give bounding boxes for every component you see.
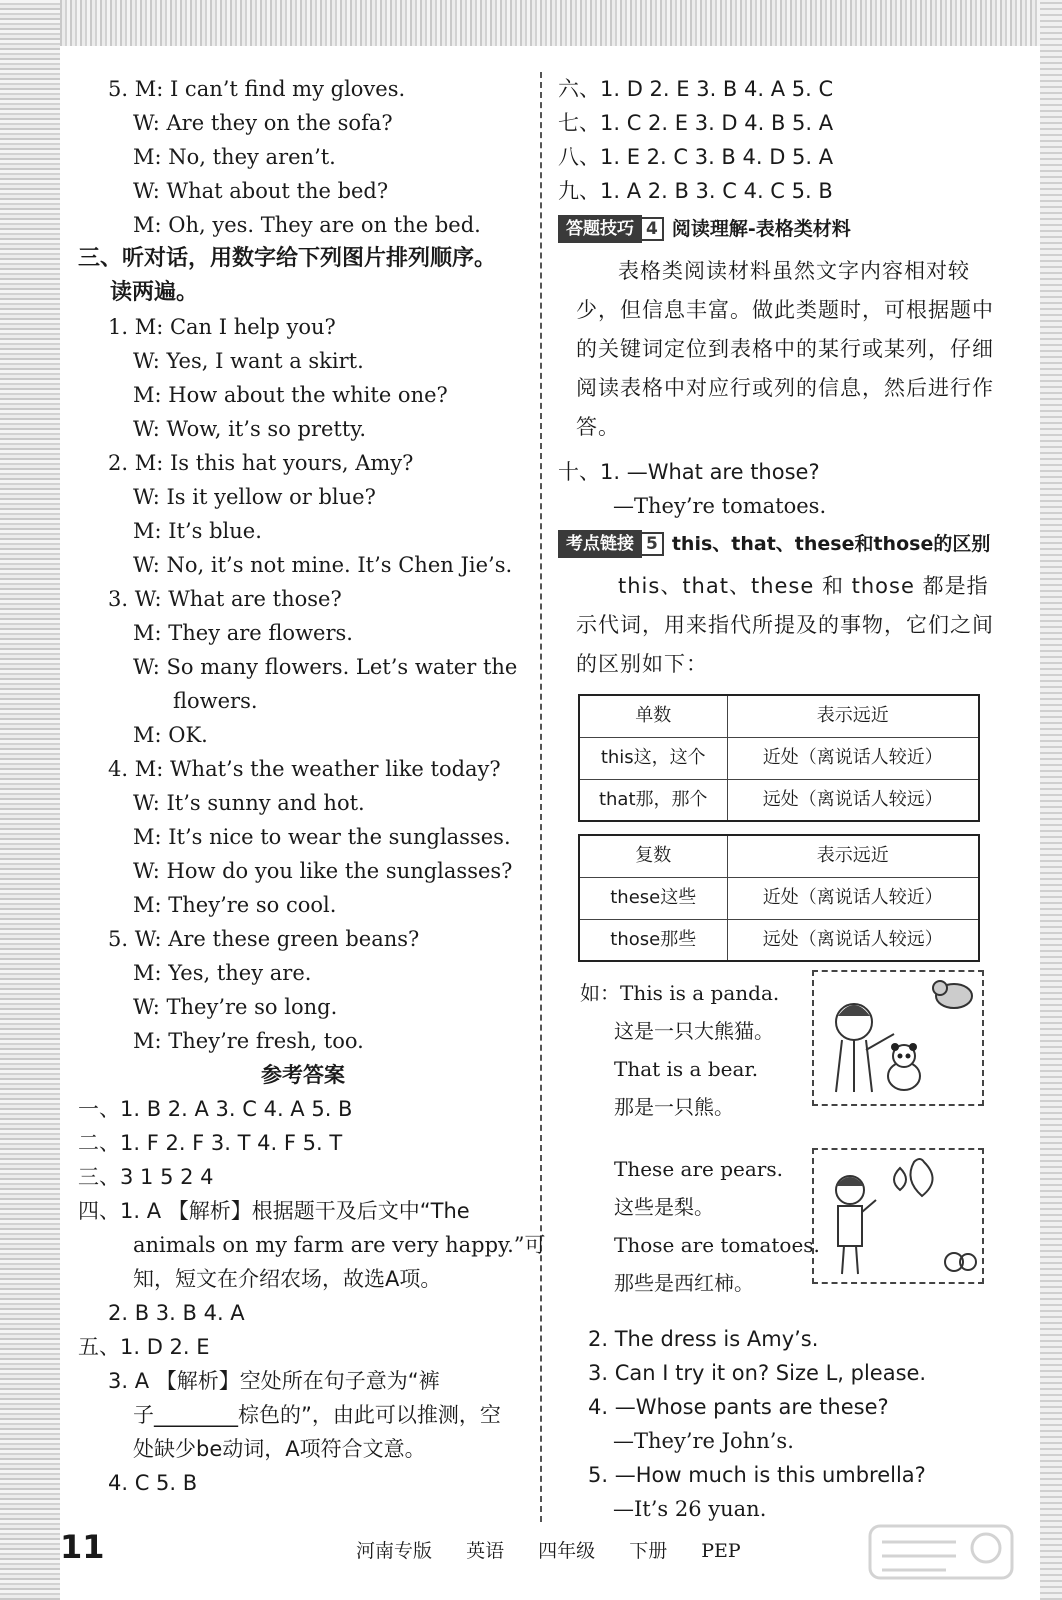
answer-line: 九、1. A 2. B 3. C 4. C 5. B: [558, 179, 833, 203]
example-panda: [558, 974, 998, 1150]
answer-line: 2. B 3. B 4. A: [108, 1301, 245, 1325]
example-line: 这些是梨。: [614, 1195, 714, 1219]
dialog-line: flowers.: [173, 689, 258, 713]
answer-line: —They’re John’s.: [613, 1429, 794, 1453]
table-header: 表示远近: [727, 695, 979, 737]
column-divider: [540, 72, 542, 1522]
answer-line: 知，短文在介绍农场，故选A项。: [133, 1267, 442, 1291]
dialog-line: W: So many flowers. Let’s water the: [133, 655, 518, 679]
dialog-line: M: No, they aren’t.: [133, 145, 336, 169]
table-cell: 近处（离说话人较近）: [727, 737, 979, 779]
table-row: [579, 877, 979, 919]
dialog-line: W: What about the bed?: [133, 179, 389, 203]
link-number: 5: [640, 532, 664, 556]
link-header: [558, 527, 998, 561]
answer-line: 处缺少be动词，A项符合文意。: [133, 1437, 426, 1461]
table-row: [579, 695, 979, 737]
example-line: 那些是西红柿。: [614, 1271, 754, 1295]
singular-table: [578, 694, 980, 822]
footer-subject: 英语: [466, 1540, 505, 1562]
dialog-line: M: They’re fresh, too.: [133, 1029, 364, 1053]
dialog-line: M: They are flowers.: [133, 621, 353, 645]
dialog-line: M: OK.: [133, 723, 208, 747]
dialog-line: 2. M: Is this hat yours, Amy?: [108, 451, 414, 475]
answer-line: 4. C 5. B: [108, 1471, 198, 1495]
table-cell: 近处（离说话人较近）: [727, 877, 979, 919]
answer-line: 四、1. A 【解析】根据题干及后文中“The: [78, 1199, 470, 1223]
dialog-line: W: It’s sunny and hot.: [133, 791, 365, 815]
table-row: [579, 779, 979, 821]
example-label: 如：: [580, 981, 620, 1005]
right-column: [558, 72, 998, 1526]
table-header: 单数: [579, 695, 727, 737]
decorative-frame-left: [0, 0, 60, 1600]
page-footer: [60, 1528, 1020, 1568]
answers-title: 参考答案: [261, 1063, 345, 1087]
answer-line: —They’re tomatoes.: [613, 494, 827, 518]
example-line: 那是一只熊。: [614, 1095, 734, 1119]
decorative-frame-top: [0, 0, 1062, 46]
dialog-line: W: Are they on the sofa?: [133, 111, 393, 135]
answer-line: 八、1. E 2. C 3. B 4. D 5. A: [558, 145, 834, 169]
answer-line: 六、1. D 2. E 3. B 4. A 5. C: [558, 77, 834, 101]
link-title: this、that、these和those的区别: [671, 533, 991, 555]
answer-line: 三、3 1 5 2 4: [78, 1165, 214, 1189]
tip-header: [558, 212, 998, 246]
dialog-line: M: It’s blue.: [133, 519, 262, 543]
dialog-line: M: How about the white one?: [133, 383, 448, 407]
panda-illustration: [812, 970, 984, 1106]
dialog-line: M: Yes, they are.: [133, 961, 312, 985]
answer-line: 十、1. —What are those?: [558, 460, 820, 484]
dialog-line: W: Yes, I want a skirt.: [133, 349, 364, 373]
example-pears: [558, 1150, 998, 1326]
example-line: Those are tomatoes.: [614, 1233, 820, 1257]
left-column: [78, 72, 546, 1500]
page-number: 11: [60, 1528, 105, 1566]
answer-line: 子________棕色的”，由此可以推测，空: [133, 1403, 501, 1427]
tip-paragraph: 表格类阅读材料虽然文字内容相对较少，但信息丰富。做此类题时，可根据题中的关键词定位到表格中的某行或某列，仔细阅读表格中对应行或列的信息，然后进行作答。: [576, 259, 994, 439]
footer-grade: 四年级: [538, 1540, 596, 1562]
section-subtitle: 读两遍。: [110, 280, 199, 305]
dialog-line: W: Wow, it’s so pretty.: [133, 417, 367, 441]
answer-line: 3. A 【解析】空处所在句子意为“裤: [108, 1369, 440, 1393]
dialog-line: 4. M: What’s the weather like today?: [108, 757, 501, 781]
table-cell: those那些: [579, 919, 727, 961]
answer-line: —It’s 26 yuan.: [613, 1497, 767, 1521]
example-line: These are pears.: [614, 1157, 783, 1181]
table-header: 复数: [579, 835, 727, 877]
tip-badge: 答题技巧: [558, 215, 642, 243]
answer-line: 4. —Whose pants are these?: [588, 1395, 889, 1419]
example-line: That is a bear.: [614, 1057, 759, 1081]
dialog-line: M: Oh, yes. They are on the bed.: [133, 213, 481, 237]
footer-meta: [356, 1536, 759, 1563]
table-row: [579, 919, 979, 961]
link-badge: 考点链接: [558, 530, 642, 558]
answer-line: animals on my farm are very happy.”可: [133, 1233, 546, 1257]
table-cell: 远处（离说话人较远）: [727, 779, 979, 821]
tip-number: 4: [640, 217, 664, 241]
footer-pep: PEP: [701, 1540, 741, 1562]
dialog-line: M: It’s nice to wear the sunglasses.: [133, 825, 511, 849]
link-paragraph: this、that、these 和 those 都是指示代词，用来指代所提及的事物，它们之间的区别如下：: [576, 574, 994, 676]
example-line: 这是一只大熊猫。: [614, 1019, 774, 1043]
dialog-line: W: Is it yellow or blue?: [133, 485, 376, 509]
answer-line: 2. The dress is Amy’s.: [588, 1327, 819, 1351]
watermark-logo: [866, 1522, 1016, 1582]
plural-table: [578, 834, 980, 962]
table-cell: 远处（离说话人较远）: [727, 919, 979, 961]
decorative-frame-right: [1040, 0, 1062, 1600]
answer-line: 五、1. D 2. E: [78, 1335, 210, 1359]
dialog-line: W: How do you like the sunglasses?: [133, 859, 513, 883]
example-line: This is a panda.: [620, 981, 780, 1005]
dialog-line: W: No, it’s not mine. It’s Chen Jie’s.: [133, 553, 513, 577]
answer-line: 七、1. C 2. E 3. D 4. B 5. A: [558, 111, 834, 135]
pears-illustration: [812, 1148, 984, 1284]
table-row: [579, 835, 979, 877]
table-cell: these这些: [579, 877, 727, 919]
dialog-line: 5. M: I can’t find my gloves.: [108, 77, 406, 101]
table-cell: that那，那个: [579, 779, 727, 821]
answer-line: 5. —How much is this umbrella?: [588, 1463, 926, 1487]
answer-line: 二、1. F 2. F 3. T 4. F 5. T: [78, 1131, 343, 1155]
dialog-line: 1. M: Can I help you?: [108, 315, 336, 339]
table-row: [579, 737, 979, 779]
dialog-line: W: They’re so long.: [133, 995, 338, 1019]
dialog-line: 5. W: Are these green beans?: [108, 927, 420, 951]
answer-line: 3. Can I try it on? Size L, please.: [588, 1361, 927, 1385]
dialog-line: 3. W: What are those?: [108, 587, 342, 611]
dialog-line: M: They’re so cool.: [133, 893, 337, 917]
answer-line: 一、1. B 2. A 3. C 4. A 5. B: [78, 1097, 353, 1121]
footer-term: 下册: [629, 1540, 668, 1562]
footer-edition: 河南专版: [356, 1540, 433, 1562]
tip-title: 阅读理解-表格类材料: [671, 218, 851, 240]
table-header: 表示远近: [727, 835, 979, 877]
table-cell: this这，这个: [579, 737, 727, 779]
section-title: 三、听对话，用数字给下列图片排列顺序。: [78, 246, 497, 271]
